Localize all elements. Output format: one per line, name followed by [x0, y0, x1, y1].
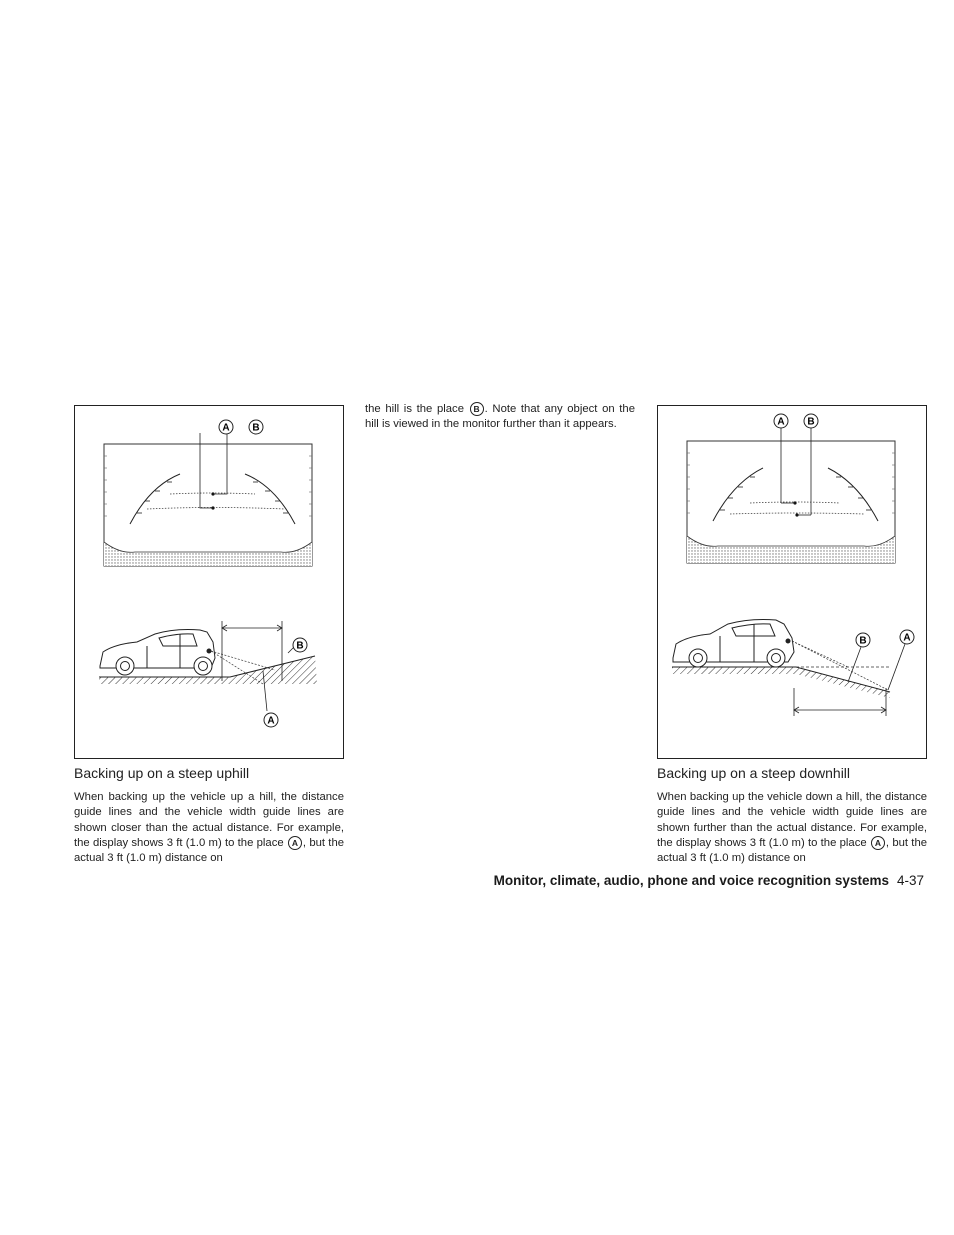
figure-uphill [74, 405, 344, 759]
right-paragraph: When backing up the vehicle down a hill, the distance guide lines and the vehicle width guide lines are shown further than the actual distance. For example, the display shows 3 ft (1.0 m) to the place A , but the actual 3 ft (1.0 m) distance on [657, 791, 928, 865]
car-downhill [673, 620, 794, 668]
callout-label-a-ground [264, 713, 278, 727]
callout-a-top-downhill [774, 414, 788, 428]
page-number: 4-37 [896, 873, 924, 888]
monitor-screen-downhill [687, 428, 895, 563]
svg-text:A: A [777, 416, 785, 428]
callout-a-inline-left: A [288, 836, 302, 850]
svg-text:B: B [252, 422, 260, 434]
svg-text:B: B [296, 640, 304, 652]
uphill-illustration [75, 406, 343, 758]
callout-b-inline: B [470, 402, 484, 416]
car-uphill [100, 630, 215, 676]
middle-column-text [365, 402, 635, 433]
callout-label-a-top [219, 420, 233, 434]
left-paragraph: When backing up the vehicle up a hill, the distance guide lines and the vehicle width guide lines are shown closer than the actual distance. For example, the display shows 3 ft (1.0 m) to the place A , but the actual 3 ft (1.0 m) distance on [74, 791, 345, 865]
svg-text:B: B [807, 416, 815, 428]
svg-text:A: A [222, 422, 230, 434]
svg-text:B: B [859, 635, 867, 647]
callout-a-inline-right: A [871, 836, 885, 850]
right-column-text [657, 790, 927, 866]
monitor-screen [104, 433, 312, 566]
heading-downhill: Backing up on a steep downhill [657, 765, 851, 781]
callout-label-b-hill [293, 638, 307, 652]
footer-section-title: Monitor, climate, audio, phone and voice recognition systems [493, 873, 889, 888]
svg-text:A: A [267, 715, 275, 727]
middle-paragraph: the hill is the place B . Note that any object on the hill is viewed in the monitor further than it appears. [365, 403, 635, 431]
figure-downhill [657, 405, 927, 759]
callout-b-top-downhill [804, 414, 818, 428]
svg-text:A: A [903, 632, 911, 644]
callout-a-slope-downhill [900, 630, 914, 644]
page-footer [494, 873, 924, 888]
ground-downhill [672, 667, 890, 698]
callout-b-slope-downhill [856, 633, 870, 647]
callout-b-top-svg [246, 417, 266, 437]
downhill-illustration [658, 406, 926, 758]
left-column-text [74, 790, 344, 866]
heading-uphill: Backing up on a steep uphill [74, 765, 250, 781]
